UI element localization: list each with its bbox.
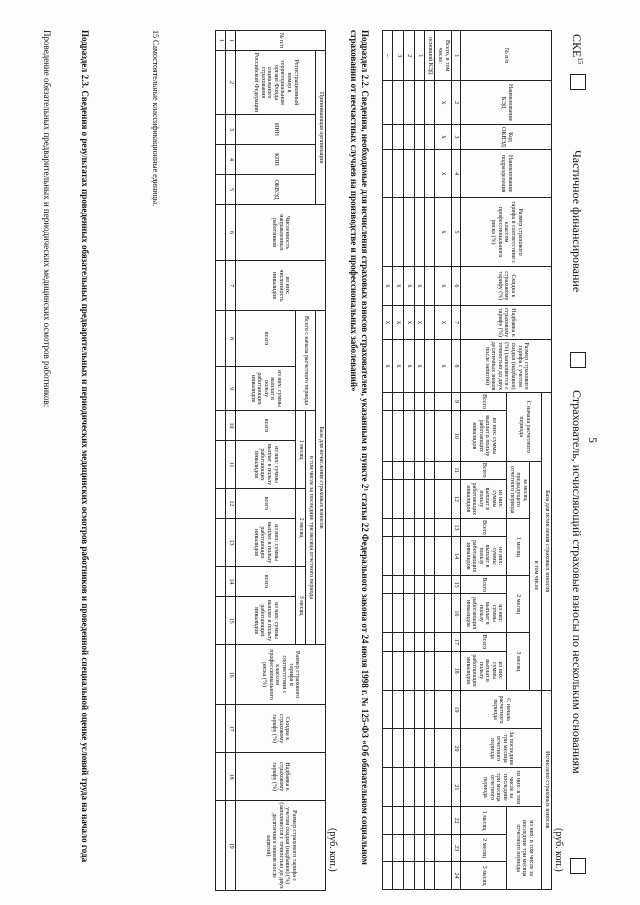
t2-col-inn: ИНН [236, 115, 316, 145]
table-cell [404, 651, 415, 690]
table-cell [425, 461, 435, 479]
calc-months: из них: в том числе за последние три месяца отчетного периода [507, 807, 542, 890]
table-cell [414, 518, 425, 536]
num-cell: 10 [451, 411, 461, 461]
table-cell [393, 537, 404, 576]
x-mark: x [382, 266, 393, 305]
table-row [404, 31, 415, 890]
table-cell [414, 537, 425, 576]
num-cell: 5 [451, 198, 461, 267]
group-base: База для исчисления страховых взносов [542, 392, 552, 690]
table-cell [382, 150, 393, 198]
payer-label: Страхователь, исчисляющий страховые взносы по нескольким основаниям [570, 390, 584, 774]
table-cell [435, 768, 451, 807]
x-mark: x [404, 340, 415, 393]
table-cell [382, 198, 393, 267]
table-cell [382, 690, 393, 729]
table-cell [425, 518, 435, 536]
subsection-2-2: Подраздел 2.2. Сведения, необходимые для исчисления страховых взносов страхователем, указанным в пункте 2¹ статьи 22 Федерального закона от 24 июля 1998 г. № 125-ФЗ «Об обязательном социальном страховании от несчастных случаев на производстве и профессиональных заболеваний» [348, 30, 370, 865]
table-cell [425, 633, 435, 651]
table-cell [393, 690, 404, 729]
table-cell [393, 834, 404, 861]
unit-label-2: (руб. коп.) [327, 828, 338, 872]
table-cell [414, 576, 425, 594]
table-cell [216, 145, 226, 175]
t2-col-count: Численность направленных работников [236, 205, 326, 261]
t2-group-org: Принимающая организация [316, 51, 326, 205]
table-receiving-org [215, 30, 326, 891]
table-cell [382, 124, 393, 149]
table-cell [425, 862, 435, 890]
num-cell: 11 [226, 441, 236, 489]
x-mark: x [435, 124, 451, 149]
table-cell [435, 537, 451, 576]
t2-col-no: № п/п [236, 31, 326, 51]
table-cell [435, 392, 451, 410]
row-no: 3 [393, 31, 404, 81]
table-cell [216, 175, 226, 205]
table-cell [404, 633, 415, 651]
table-cell [425, 411, 435, 461]
vsego-a: Всего [461, 392, 507, 410]
x-mark: x [435, 266, 451, 305]
t2-m3: 3 месяц [296, 567, 306, 645]
table-cell [382, 768, 393, 807]
num-cell: 8 [226, 311, 236, 367]
num-cell: 22 [451, 807, 461, 834]
table-row [393, 31, 404, 890]
table-cell [382, 633, 393, 651]
table-cell [393, 124, 404, 149]
table-row-main [425, 31, 435, 890]
table-cell [435, 690, 451, 729]
num-cell: 6 [226, 205, 236, 261]
num-cell: 7 [226, 261, 236, 311]
col-skidka: Скидка к страховому тарифу (%) [461, 266, 552, 305]
table-cell [393, 633, 404, 651]
table-cell [382, 576, 393, 594]
t2-iz-nih: из них: суммы выплат в пользу работающих инвалидов [236, 519, 296, 567]
t2-table-row [216, 31, 226, 891]
calc-month: из них: в том числе за последние три месяца отчетного периода [461, 768, 542, 807]
x-mark: x [404, 266, 415, 305]
table-cell [382, 81, 393, 125]
num-cell: 4 [451, 150, 461, 198]
subsection-2-3: Подраздел 2.3. Сведения о результатах проведенных обязательных предварительных и периодических медицинских осмотров работников и проведенной специальной оценке условий труда на начало года [80, 30, 90, 863]
col-rate-adj: Размер страхового тарифа с учетом скидки (надбавки) (%) (заполняется с точностью до двух десятичных знаков после запятой) [461, 340, 552, 393]
base-from-start: С начала расчетного периода [507, 392, 542, 461]
num-cell: 19 [451, 690, 461, 729]
calc-from-start: С начала расчетного периода [461, 690, 542, 729]
table-cell [404, 411, 415, 461]
x-mark: x [414, 266, 425, 305]
col-name: Наименование КЭД [461, 81, 552, 125]
x-mark: x [435, 305, 451, 339]
table-cell [404, 124, 415, 149]
table-cell [425, 834, 435, 861]
table-cell [425, 81, 435, 125]
table-cell [425, 690, 435, 729]
t2-skidka: Скидка к страховому тарифу (%) [236, 705, 326, 753]
col-podr: Наименование подразделения [461, 150, 552, 198]
x-mark: x [382, 305, 393, 339]
table-cell [425, 479, 435, 518]
rotated-landscape-content [20, 30, 600, 890]
subsection-2-3-line: Проведение обязательных предварительных и периодических медицинских осмотров работников: [42, 30, 52, 408]
x-mark: x [393, 340, 404, 393]
num-cell: 16 [451, 594, 461, 633]
table-cell [435, 862, 451, 890]
table-cell [425, 768, 435, 807]
table-cell [414, 150, 425, 198]
table-cell [404, 150, 415, 198]
ske-label: СКЕ$^{15}$ [570, 34, 584, 65]
numbering-row [451, 31, 461, 890]
table-cell [393, 198, 404, 267]
table-row [414, 31, 425, 890]
x-mark: x [393, 266, 404, 305]
num-cell: 7 [451, 305, 461, 339]
m3: 3 месяц [507, 633, 530, 690]
table-cell [382, 518, 393, 536]
x-mark: x [414, 340, 425, 393]
table-cell [425, 594, 435, 633]
m3-calc: 3 месяц [461, 862, 507, 890]
table-cell [393, 150, 404, 198]
vsego-e: Всего [461, 633, 507, 651]
table-cell [393, 862, 404, 890]
col-kod: Код ОКВЭД [461, 124, 552, 149]
table-cell [382, 651, 393, 690]
num-cell: 10 [226, 411, 236, 441]
num-cell: 1 [226, 31, 236, 51]
table-cell [393, 479, 404, 518]
table-cell [382, 411, 393, 461]
num-cell: 8 [451, 340, 461, 393]
table-cell [414, 461, 425, 479]
row-main-label: основной КЭД [425, 31, 435, 81]
row-total-label: Всего, в том числе: [435, 31, 451, 81]
table-cell [382, 461, 393, 479]
table-cell [435, 834, 451, 861]
num-cell: 1 [451, 31, 461, 81]
table-cell [216, 597, 226, 645]
t2-vsego: всего [236, 311, 296, 367]
table-cell [393, 576, 404, 594]
table-cell [404, 537, 415, 576]
table-kvd [382, 30, 552, 890]
table-cell [425, 651, 435, 690]
table-cell [382, 834, 393, 861]
t2-col-count-inv: из них: численность инвалидов [236, 261, 326, 311]
group-calc: Исчислено страховых взносов [542, 690, 552, 889]
table-cell [435, 479, 451, 518]
table-cell [404, 594, 415, 633]
table-cell [393, 651, 404, 690]
col-rate-prof: Размер страхового тарифа в соответствии с классом профессионального риска (%) [461, 198, 552, 267]
m2: 2 месяц [507, 576, 530, 633]
table-cell [216, 519, 226, 567]
table-cell [414, 862, 425, 890]
num-cell: 3 [451, 124, 461, 149]
partial-financing-label: Частичное финансирование [570, 150, 584, 293]
num-cell: 19 [226, 801, 236, 891]
t2-base-total: Всего с начала расчетного периода [296, 311, 316, 411]
x-mark: x [393, 305, 404, 339]
num-cell: 14 [226, 567, 236, 597]
t2-m2: 2 месяц [296, 489, 306, 567]
num-cell: 24 [451, 862, 461, 890]
table-cell [404, 81, 415, 125]
x-mark: x [435, 340, 451, 393]
num-cell: 15 [451, 576, 461, 594]
num-cell: 20 [451, 729, 461, 768]
num-cell: 4 [226, 145, 236, 175]
table-cell [414, 807, 425, 834]
table-cell [382, 594, 393, 633]
vsego-d: Всего [461, 576, 507, 594]
table-cell [435, 461, 451, 479]
t2-col-reg: Регистрационный номер в территориальном органе Фонда социального страхования Российской Федерации [236, 51, 316, 115]
t2-base-quarter: в том числе за последние три месяца отчетного периода [306, 411, 316, 645]
num-cell: 14 [451, 537, 461, 576]
table-cell [393, 461, 404, 479]
page-number: 5 [586, 437, 600, 443]
calc-quarter: За последние три месяца отчетного периода [461, 729, 542, 768]
num-cell: 17 [226, 705, 236, 753]
row-no: 2 [404, 31, 415, 81]
table-cell [425, 576, 435, 594]
t2-group-base: База для исчисления страховых взносов [316, 311, 326, 645]
t2-rate-adj: Размер страхового тарифа с учетом скидки (надбавки) (%) (заполняется с точностью до двух десятичных знаков после запятой) [236, 801, 326, 891]
table-cell [425, 266, 435, 305]
table-cell [216, 367, 226, 411]
table-cell [216, 311, 226, 367]
table-cell [435, 729, 451, 768]
table-cell [382, 729, 393, 768]
table-cell [425, 807, 435, 834]
iz-nih-b: из них: суммы выплат в пользу работающих инвалидов [461, 479, 507, 518]
table-cell [404, 461, 415, 479]
table-cell [216, 753, 226, 801]
table-cell [425, 340, 435, 393]
table-cell [393, 518, 404, 536]
table-cell [414, 834, 425, 861]
table-cell [216, 645, 226, 705]
m1: 1 месяц [507, 518, 530, 575]
iz-nih-e: из них: суммы выплат в пользу работающих инвалидов [461, 651, 507, 690]
t2-iz-nih: из них: суммы выплат в пользу работающих инвалидов [236, 441, 296, 489]
iz-nih-d: из них: суммы выплат в пользу работающих инвалидов [461, 594, 507, 633]
m1-calc: 1 месяц [461, 807, 507, 834]
x-mark: x [414, 305, 425, 339]
x-mark: x [382, 340, 393, 393]
table-cell [216, 205, 226, 261]
table-cell [216, 441, 226, 489]
table-cell [435, 651, 451, 690]
t2-vsego: всего [236, 411, 296, 441]
table-cell [414, 651, 425, 690]
table-cell [393, 392, 404, 410]
table-cell [393, 768, 404, 807]
partial-financing-checkbox[interactable] [570, 352, 586, 368]
t2-vsego: всего [236, 489, 296, 519]
t2-col-okved: ОКВЭД [236, 175, 316, 205]
table-cell [404, 768, 415, 807]
table-cell [425, 392, 435, 410]
m2-calc: 2 месяц [461, 834, 507, 861]
num-cell: 11 [451, 461, 461, 479]
table-cell [393, 807, 404, 834]
num-cell: 17 [451, 633, 461, 651]
num-cell: 3 [226, 115, 236, 145]
table-cell [382, 537, 393, 576]
table-cell [216, 411, 226, 441]
vsego-c: Всего [461, 518, 507, 536]
table-row [382, 31, 393, 890]
table-cell [414, 633, 425, 651]
t2-iz-nih: из них: суммы выплат в пользу работающих инвалидов [236, 597, 296, 645]
vsego-b: Всего [461, 461, 507, 479]
table-cell [425, 150, 435, 198]
num-cell: 12 [226, 489, 236, 519]
table-cell [414, 411, 425, 461]
table-cell [414, 690, 425, 729]
num-cell: 2 [226, 51, 236, 115]
table-cell [393, 411, 404, 461]
table-cell [216, 51, 226, 115]
x-mark: x [404, 305, 415, 339]
table-cell [393, 729, 404, 768]
num-cell: 6 [451, 266, 461, 305]
table-cell [414, 81, 425, 125]
table-row-total [435, 31, 451, 890]
table-cell [404, 518, 415, 536]
table-cell [414, 124, 425, 149]
base-incl: в том числе [530, 461, 542, 690]
table-cell [216, 261, 226, 311]
table-cell [435, 807, 451, 834]
table-cell [435, 411, 451, 461]
table-cell [404, 834, 415, 861]
table-cell [425, 305, 435, 339]
num-cell: 18 [226, 753, 236, 801]
footnote: 15 Самостоятельные классификационные единицы. [151, 30, 160, 207]
num-cell: 12 [451, 479, 461, 518]
table-cell [435, 518, 451, 536]
table-cell [216, 801, 226, 891]
table-cell [216, 115, 226, 145]
t2-vsego: всего [236, 567, 296, 597]
table-cell [414, 729, 425, 768]
col-nadbavka: Надбавка к страховому тарифу (%) [461, 305, 552, 339]
x-mark: x [435, 81, 451, 125]
table-cell [425, 729, 435, 768]
row-no: 1 [216, 31, 226, 51]
num-cell: 18 [451, 651, 461, 690]
x-mark: x [435, 150, 451, 198]
table-cell [404, 862, 415, 890]
t2-nadbavka: Надбавка к страховому тарифу (%) [236, 753, 326, 801]
row-no: 1 [414, 31, 425, 81]
table-cell [393, 81, 404, 125]
num-cell: 9 [226, 367, 236, 411]
table-cell [414, 768, 425, 807]
num-cell: 13 [226, 519, 236, 567]
num-cell: 9 [451, 392, 461, 410]
num-cell: 15 [226, 597, 236, 645]
table-cell [382, 807, 393, 834]
table-cell [425, 124, 435, 149]
table-cell [393, 594, 404, 633]
table-cell [404, 479, 415, 518]
table-cell [425, 537, 435, 576]
table-cell [382, 862, 393, 890]
t2-m1: 1 месяц [296, 411, 306, 489]
t2-numbering-row [226, 31, 236, 891]
table-cell [435, 576, 451, 594]
num-cell: 13 [451, 518, 461, 536]
num-cell: 23 [451, 834, 461, 861]
col-no: № п/п [461, 31, 552, 81]
iz-nih-c: из них: суммы выплат в пользу работающих инвалидов [461, 537, 507, 576]
table-cell [216, 489, 226, 519]
table-cell [414, 198, 425, 267]
table-cell [414, 594, 425, 633]
table-cell [404, 807, 415, 834]
num-cell: 5 [226, 175, 236, 205]
t2-iz-nih: из них: суммы выплат в пользу работающих инвалидов [236, 367, 296, 411]
table-cell [382, 392, 393, 410]
table-cell [216, 567, 226, 597]
table-cell [216, 705, 226, 753]
table-cell [425, 198, 435, 267]
header-options [564, 30, 586, 890]
payer-checkbox[interactable] [570, 858, 586, 874]
num-cell: 16 [226, 645, 236, 705]
table-cell [414, 392, 425, 410]
t2-rate-prof: Размер страхового тарифа в соответствии с классом профессионального риска (%) [236, 645, 326, 705]
unit-label-1: (руб. коп.) [553, 828, 564, 872]
table-cell [404, 576, 415, 594]
num-cell: 2 [451, 81, 461, 125]
table-cell [414, 479, 425, 518]
table-cell [435, 633, 451, 651]
x-mark: x [435, 198, 451, 267]
table-cell [404, 729, 415, 768]
table-cell [404, 690, 415, 729]
ske-checkbox[interactable] [570, 74, 586, 90]
table-cell [435, 594, 451, 633]
table-cell [382, 479, 393, 518]
t2-col-kpp: КПП [236, 145, 316, 175]
iz-nih-a: из них: суммы выплат в пользу работающих инвалидов [461, 411, 507, 461]
table-cell [404, 198, 415, 267]
num-cell: 21 [451, 768, 461, 807]
table-cell [404, 392, 415, 410]
row-no: ... [382, 31, 393, 81]
base-month: за месяц предыдущего отчетного периода [507, 461, 530, 518]
